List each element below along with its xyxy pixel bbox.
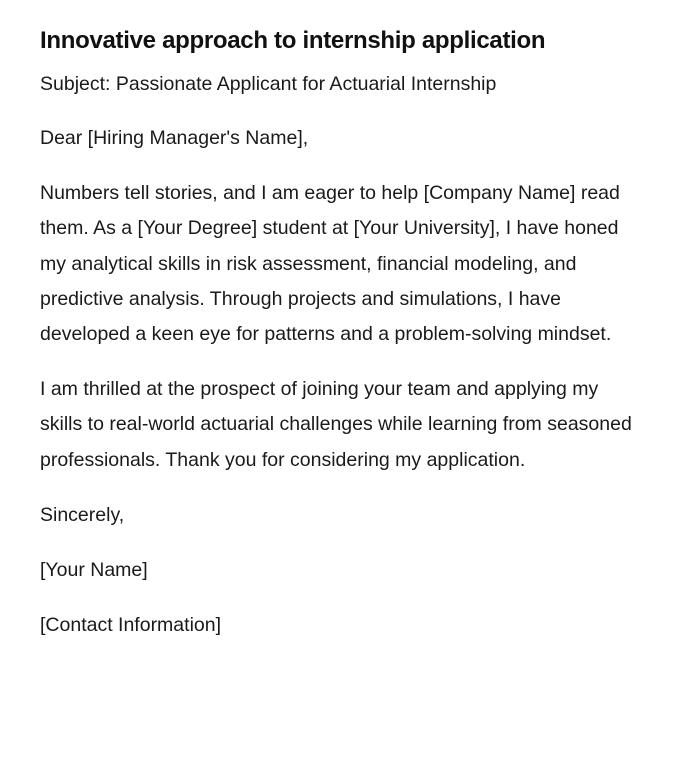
signature-name: [Your Name] (40, 559, 148, 582)
body-paragraph-2: I am thrilled at the prospect of joining your team and applying my skills to real-world actuarial challenges while learning from seasoned professionals. Thank you for considering my application. (40, 378, 632, 471)
letter-document (40, 24, 640, 643)
contact-information: [Contact Information] (40, 614, 222, 637)
body-paragraph-1: Numbers tell stories, and I am eager to help [Company Name] read them. As a [Your Degree] student at [Your University], I have honed my analytical skills in risk assessment, financial modeling, and predictive analysis. Through projects and simulations, I have developed a keen eye for patterns and a problem-solving mindset. (40, 182, 620, 346)
subject-line: Subject: Passionate Applicant for Actuarial Internship (40, 73, 497, 95)
greeting-line: Dear [Hiring Manager's Name], (40, 127, 309, 149)
closing-line: Sincerely, (40, 503, 125, 526)
document-title: Innovative approach to internship application (40, 27, 546, 54)
